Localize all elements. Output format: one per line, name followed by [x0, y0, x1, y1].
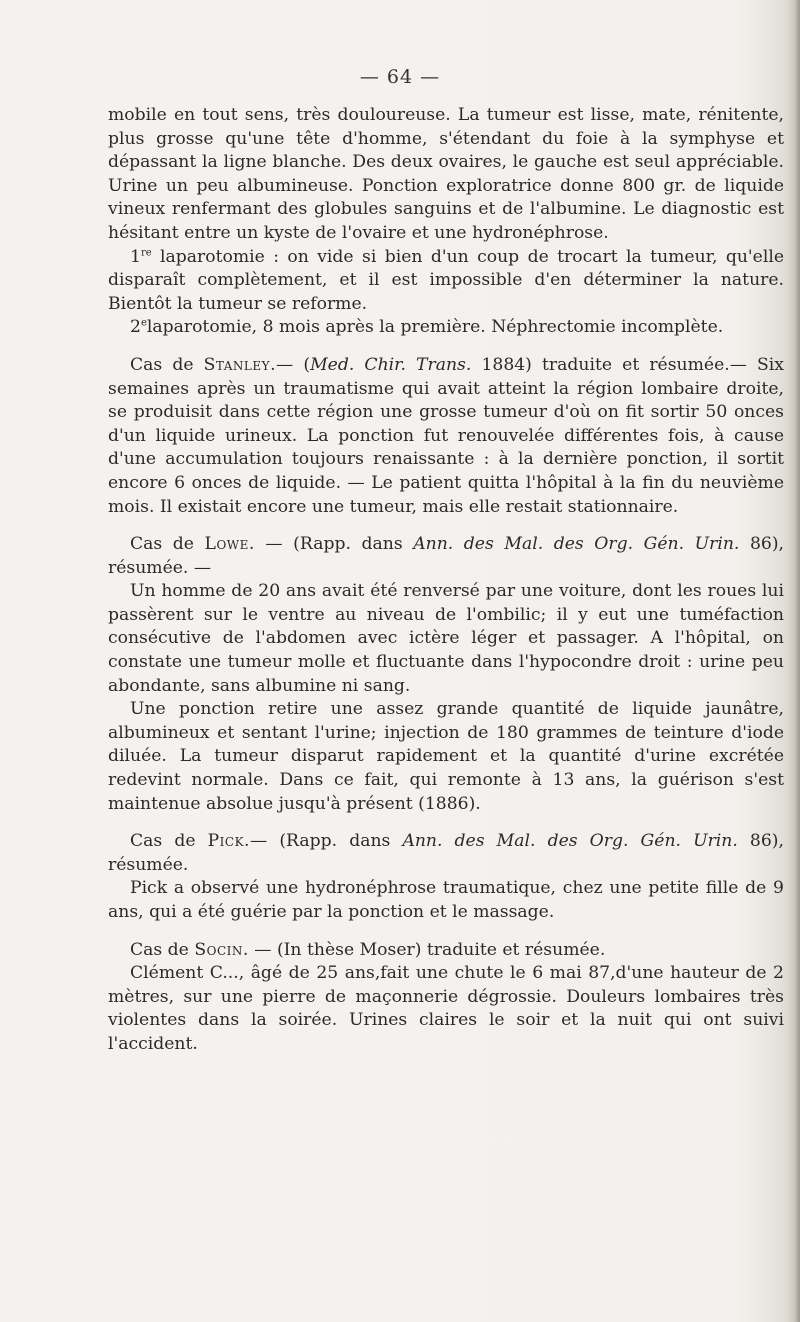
case-author: Lowe.: [204, 534, 255, 555]
case-connector: — (: [276, 354, 311, 375]
case-pick: [108, 830, 784, 877]
case-lowe: [108, 533, 784, 580]
case-body: Six semaines après un traumatisme qui avait atteint la région lombaire droite, se produisit dans cette région une grosse tumeur d'où on fit sortir 50 onces d'un liquide urineux. La ponction fut renouvelée différentes fois, à cause d'une accumulation toujours renaissante : à la dernière ponction, il sortit encore 6 onces de liquide. — Le patient quitta l'hôpital à la fin du neuvième mois. Il existait encore une tumeur, mais elle restait stationnaire.: [108, 354, 784, 517]
paragraph-text: laparotomie, 8 mois après la première. Néphrectomie incomplète.: [146, 317, 724, 338]
case-lowe-body-2: Une ponction retire une assez grande quantité de liquide jaunâtre, albumineux et sentant l'urine; injection de 180 grammes de teinture d'iode diluée. La tumeur disparut rapidement et la quantité d'urine excrétée redevint normale. Dans ce fait, qui remonte à 13 ans, la guérison s'est maintenue absolue jusqu'à présent (1886).: [108, 699, 784, 814]
paragraph-first-laparotomy: [108, 246, 784, 317]
case-lowe-body-1: Un homme de 20 ans avait été renversé par une voiture, dont les roues lui passèrent sur le ventre au niveau de l'ombilic; il y eut une tuméfaction consécutive de l'abdomen avec ictère léger et passager. A l'hôpital, on constate une tumeur molle et fluctuante dans l'hypocondre droit : urine peu abondante, sans albumine ni sang.: [108, 581, 784, 696]
page-number: — 64 —: [359, 66, 441, 88]
ordinal-suffix: re: [140, 246, 152, 258]
ordinal-number: 2: [130, 317, 141, 338]
paragraph-tumor-description: mobile en tout sens, très douloureuse. La tumeur est lisse, mate, rénitente, plus grosse qu'une tête d'homme, s'étendant du foie à la symphyse et dépassant la ligne blanche. Des deux ovaires, le gauche est seul appréciable. Urine un peu albumineuse. Ponction exploratrice donne 800 gr. de liquide vineux renfermant des globules sanguins et de l'albumine. Le diagnostic est hésitant entre un kyste de l'ovaire et une hydronéphrose.: [108, 105, 784, 243]
case-connector: — (Rapp. dans: [250, 831, 403, 852]
case-pick-body: Pick a observé une hydronéphrose traumatique, chez une petite fille de 9 ans, qui a été guérie par la ponction et le massage.: [108, 878, 784, 922]
ordinal-suffix: e: [140, 317, 147, 329]
case-author: Stanley.: [203, 354, 277, 375]
ordinal-number: 1: [130, 246, 141, 267]
case-socin: [108, 939, 784, 963]
case-prefix: Cas de: [130, 354, 204, 375]
case-author: Pick.: [207, 831, 251, 852]
case-suffix: — (In thèse Moser) traduite et résumée.: [248, 939, 606, 960]
case-suffix: 86), résumée.: [108, 831, 784, 875]
case-source: Med. Chir. Trans.: [310, 354, 472, 375]
case-prefix: Cas de: [130, 939, 195, 960]
case-suffix: 1884) traduite et résumée.—: [471, 354, 758, 375]
page-edge-shadow: [786, 0, 800, 1322]
case-socin-body: Clément C..., âgé de 25 ans,fait une chute le 6 mai 87,d'une hauteur de 2 mètres, sur une pierre de maçonnerie dégrossie. Douleurs lombaires très violentes dans la soirée. Urines claires le soir et la nuit qui ont suivi l'accident.: [108, 963, 784, 1054]
case-source: Ann. des Mal. des Org. Gén. Urin.: [413, 534, 740, 555]
paragraph-second-laparotomy: [108, 316, 784, 340]
case-prefix: Cas de: [130, 831, 208, 852]
case-author: Socin.: [194, 939, 249, 960]
case-suffix: 86), résumée. —: [108, 534, 784, 578]
page-body: [108, 104, 784, 1057]
case-connector: — (Rapp. dans: [254, 534, 414, 555]
case-stanley: [108, 354, 784, 519]
case-prefix: Cas de: [130, 534, 205, 555]
paragraph-text: laparotomie : on vide si bien d'un coup de trocart la tumeur, qu'elle disparaît complètement, et il est impossible d'en déterminer la nature. Bientôt la tumeur se reforme.: [108, 246, 784, 314]
case-source: Ann. des Mal. des Org. Gén. Urin.: [402, 831, 738, 852]
